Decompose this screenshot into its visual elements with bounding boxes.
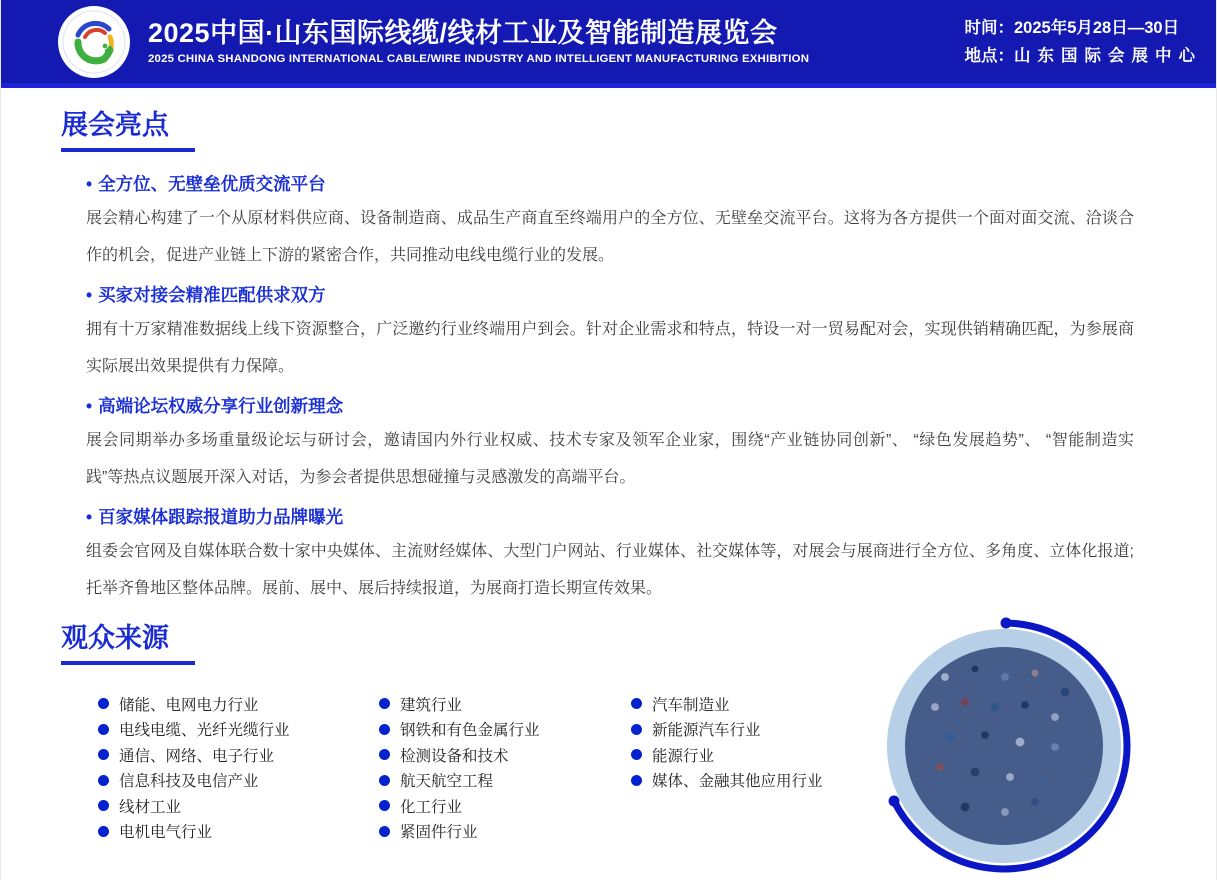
list-item-label: 储能、电网电力行业 <box>119 696 259 714</box>
header <box>1 0 1216 88</box>
list-item-label: 紧固件行业 <box>400 824 478 842</box>
visitors-title: 观众来源 <box>61 623 169 653</box>
highlights-list <box>61 172 1158 607</box>
visitors-underline <box>61 661 195 665</box>
page-title: 2025中国·山东国际线缆/线材工业及智能制造展览会 <box>148 18 778 48</box>
highlight-item-title-text: 买家对接会精准匹配供求双方 <box>98 285 326 305</box>
event-venue <box>965 42 1203 70</box>
list-item <box>379 819 631 845</box>
bullet-dot-icon <box>379 749 390 760</box>
highlight-item <box>86 283 1158 385</box>
highlight-item-body: 拥有十万家精准数据线上线下资源整合，广泛邀约行业终端用户到会。针对企业需求和特点，特设一对一贸易配对会，实现供销精确匹配，为参展商实际展出效果提供有力保障。 <box>86 321 1134 375</box>
list-item-label: 建筑行业 <box>400 696 463 714</box>
bullet-dot-icon <box>631 775 642 786</box>
list-item-label: 信息科技及电信产业 <box>119 773 259 791</box>
list-item <box>631 768 823 794</box>
list-item-label: 化工行业 <box>400 798 463 816</box>
highlight-item-body: 展会同期举办多场重量级论坛与研讨会，邀请国内外行业权威、技术专家及领军企业家，围绕“产业链协同创新”、 “绿色发展趋势”、 “智能制造实践”等热点议题展开深入对话，为参会者提供思想碰撞与灵感激发的高端平台。 <box>86 432 1134 486</box>
list-item-label: 电机电气行业 <box>119 824 213 842</box>
event-venue-label: 地点： <box>964 46 1014 65</box>
visitor-column <box>631 691 823 844</box>
bullet-dot-icon <box>631 749 642 760</box>
highlights-underline <box>61 148 195 152</box>
visitor-column <box>98 691 379 844</box>
list-item <box>631 717 823 743</box>
event-time-label: 时间： <box>964 18 1014 37</box>
highlight-item-title-text: 百家媒体跟踪报道助力品牌曝光 <box>98 507 344 527</box>
section-highlights <box>61 110 1158 607</box>
highlight-item-title <box>86 172 1158 196</box>
list-item <box>379 691 631 717</box>
list-item <box>379 793 631 819</box>
bullet-dot-icon <box>631 698 642 709</box>
list-item-label: 电线电缆、光纤光缆行业 <box>119 722 290 740</box>
page-subtitle: 2025 CHINA SHANDONG INTERNATIONAL CABLE/WIRE INDUSTRY AND INTELLIGENT MANUFACTURING EXHIBITION <box>148 53 810 65</box>
highlight-item <box>86 172 1158 274</box>
visitor-column <box>379 691 631 844</box>
bullet-dot-icon <box>379 724 390 735</box>
bullet-dot-icon <box>98 698 109 709</box>
bullet-dot-icon <box>379 775 390 786</box>
bullet-dot-icon <box>379 826 390 837</box>
event-time-value: 2025年5月28日—30日 <box>1014 18 1180 37</box>
list-item <box>98 819 379 845</box>
highlight-item-title <box>86 394 1158 418</box>
bullet-dot-icon <box>379 698 390 709</box>
highlight-item-title-text: 全方位、无壁垒优质交流平台 <box>98 174 326 194</box>
list-item <box>631 691 823 717</box>
highlight-item <box>86 505 1158 607</box>
bullet-dot-icon <box>98 775 109 786</box>
list-item-label: 线材工业 <box>119 798 182 816</box>
list-item-label: 钢铁和有色金属行业 <box>400 722 540 740</box>
list-item-label: 新能源汽车行业 <box>652 722 761 740</box>
list-item <box>98 717 379 743</box>
list-item <box>379 742 631 768</box>
list-item <box>379 717 631 743</box>
bullet-glyph: • <box>86 507 93 527</box>
bullet-dot-icon <box>631 724 642 735</box>
event-time <box>965 14 1203 42</box>
highlight-item-title-text: 高端论坛权威分享行业创新理念 <box>98 396 344 416</box>
bullet-dot-icon <box>98 826 109 837</box>
bullet-dot-icon <box>98 724 109 735</box>
bullet-glyph: • <box>86 174 93 194</box>
list-item <box>379 768 631 794</box>
bullet-glyph: • <box>86 396 93 416</box>
event-venue-value: 山东国际会展中心 <box>1014 46 1202 65</box>
bullet-dot-icon <box>379 800 390 811</box>
list-item <box>98 742 379 768</box>
list-item-label: 媒体、金融其他应用行业 <box>652 773 823 791</box>
highlights-title: 展会亮点 <box>61 110 169 140</box>
bullet-glyph: • <box>86 285 93 305</box>
title-block <box>148 18 809 65</box>
bullet-dot-icon <box>98 749 109 760</box>
list-item <box>98 768 379 794</box>
list-item-label: 通信、网络、电子行业 <box>119 747 275 765</box>
bullet-dot-icon <box>98 800 109 811</box>
list-item <box>98 691 379 717</box>
list-item-label: 能源行业 <box>652 747 715 765</box>
event-info <box>965 14 1203 70</box>
highlight-item-title <box>86 505 1158 529</box>
highlight-item <box>86 394 1158 496</box>
list-item-label: 检测设备和技术 <box>400 747 509 765</box>
highlight-item-body: 展会精心构建了一个从原材料供应商、设备制造商、成品生产商直至终端用户的全方位、无壁垒交流平台。这将为各方提供一个面对面交流、洽谈合作的机会，促进产业链上下游的紧密合作，共同推动电线电缆行业的发展。 <box>86 210 1134 264</box>
highlight-item-body: 组委会官网及自媒体联合数十家中央媒体、主流财经媒体、大型门户网站、行业媒体、社交媒体等，对展会与展商进行全方位、多角度、立体化报道;托举齐鲁地区整体品牌。展前、展中、展后持续报道，为展商打造长期宣传效果。 <box>86 543 1134 597</box>
list-item <box>98 793 379 819</box>
highlight-item-title <box>86 283 1158 307</box>
list-item <box>631 742 823 768</box>
exhibition-logo-icon <box>58 6 130 78</box>
list-item-label: 汽车制造业 <box>652 696 730 714</box>
decorative-arc-icon <box>871 613 1141 879</box>
list-item-label: 航天航空工程 <box>400 773 494 791</box>
